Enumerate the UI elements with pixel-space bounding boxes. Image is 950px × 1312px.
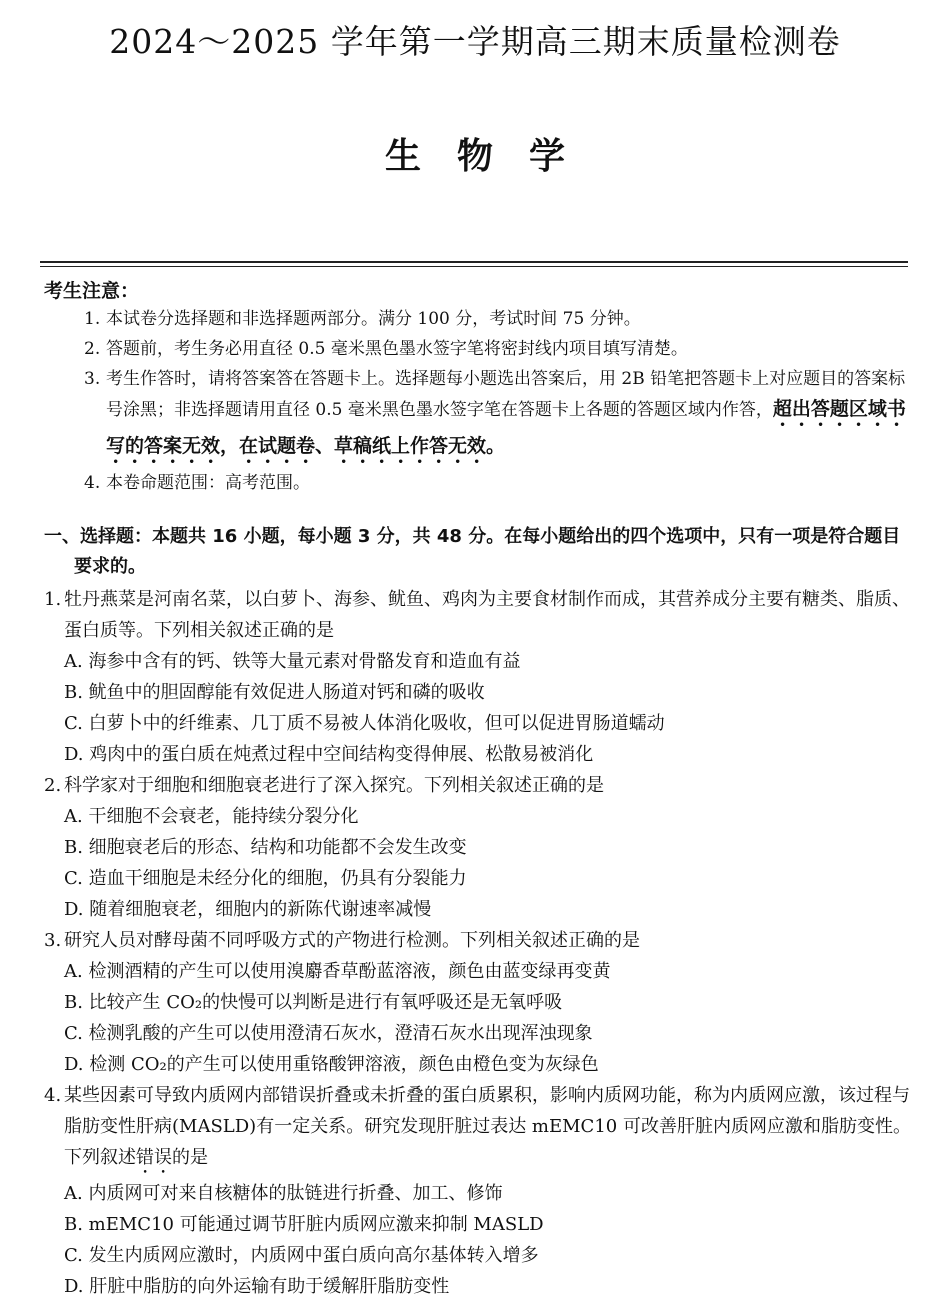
notice-item-number: 3. bbox=[84, 369, 101, 389]
notice-item-text: 考生作答时，请将答案答在答题卡上。选择题每小题选出答案后，用 2B 铅笔把答题卡上对应题目的答案标号涂黑；非选择题请用直径 0.5 毫米黑色墨水签字笔在答题卡上各题的答题区域内作答， bbox=[106, 369, 906, 420]
option-b: B. mEMC10 可能通过调节肝脏内质网应激来抑制 MASLD bbox=[64, 1214, 544, 1235]
notice-item bbox=[84, 364, 912, 468]
header-divider-thick bbox=[40, 261, 908, 263]
notice-item bbox=[84, 468, 912, 498]
option-d: D. 肝脏中脂肪的向外运输有助于缓解肝脂肪变性 bbox=[64, 1276, 450, 1297]
question-number: 1. bbox=[44, 589, 62, 610]
notice-item-text: 本卷命题范围：高考范围。 bbox=[106, 473, 310, 493]
question-stem: 研究人员对酵母菌不同呼吸方式的产物进行检测。下列相关叙述正确的是 bbox=[64, 930, 640, 951]
notice-item-text: 答题前，考生务必用直径 0.5 毫米黑色墨水签字笔将密封线内项目填写清楚。 bbox=[106, 339, 688, 359]
question-number: 3. bbox=[44, 930, 62, 951]
notice-list bbox=[84, 304, 912, 498]
question-3 bbox=[44, 925, 912, 1080]
section-heading: 一、选择题：本题共 16 小题，每小题 3 分，共 48 分。在每小题给出的四个选项中，只有一项是符合题目要求的。 bbox=[44, 526, 901, 577]
option-c: C. 白萝卜中的纤维素、几丁质不易被人体消化吸收，但可以促进胃肠道蠕动 bbox=[64, 713, 665, 734]
option-c: C. 发生内质网应激时，内质网中蛋白质向高尔基体转入增多 bbox=[64, 1245, 539, 1266]
question-list bbox=[44, 584, 912, 1302]
option-d: D. 随着细胞衰老，细胞内的新陈代谢速率减慢 bbox=[64, 899, 432, 920]
notice-item-text: 本试卷分选择题和非选择题两部分。满分 100 分，考试时间 75 分钟。 bbox=[106, 309, 641, 329]
question-stem: 牡丹燕菜是河南名菜，以白萝卜、海参、鱿鱼、鸡肉为主要食材制作而成，其营养成分主要有糖类、脂质、蛋白质等。下列相关叙述正确的是 bbox=[64, 589, 910, 641]
option-b: B. 细胞衰老后的形态、结构和功能都不会发生改变 bbox=[64, 837, 467, 858]
exam-title: 2024～2025 学年第一学期高三期末质量检测卷 bbox=[109, 22, 841, 61]
option-b: B. 比较产生 CO₂的快慢可以判断是进行有氧呼吸还是无氧呼吸 bbox=[64, 992, 563, 1013]
question-stem: 科学家对于细胞和细胞衰老进行了深入探究。下列相关叙述正确的是 bbox=[64, 775, 604, 796]
question-stem: 某些因素可导致内质网内部错误折叠或未折叠的蛋白质累积，影响内质网功能，称为内质网应激，该过程与脂肪变性肝病(MASLD)有一定关系。研究发现肝脏过表达 mEMC10 可改善肝脏内质网应激和脂肪变性。下列叙述 bbox=[64, 1085, 911, 1168]
option-a: A. 海参中含有的钙、铁等大量元素对骨骼发育和造血有益 bbox=[64, 651, 521, 672]
question-2 bbox=[44, 770, 912, 925]
option-a: A. 检测酒精的产生可以使用溴麝香草酚蓝溶液，颜色由蓝变绿再变黄 bbox=[64, 961, 611, 982]
notice-item-number: 2. bbox=[84, 339, 101, 359]
option-d: D. 检测 CO₂的产生可以使用重铬酸钾溶液，颜色由橙色变为灰绿色 bbox=[64, 1054, 599, 1075]
option-b: B. 鱿鱼中的胆固醇能有效促进人肠道对钙和磷的吸收 bbox=[64, 682, 485, 703]
question-4 bbox=[44, 1080, 912, 1302]
notice-item bbox=[84, 334, 912, 364]
notice-item-number: 1. bbox=[84, 309, 101, 329]
subject-title: 生物学 bbox=[384, 136, 601, 177]
question-1 bbox=[44, 584, 912, 770]
option-d: D. 鸡肉中的蛋白质在炖煮过程中空间结构变得伸展、松散易被消化 bbox=[64, 744, 594, 765]
notice-title: 考生注意： bbox=[44, 280, 140, 302]
question-number: 2. bbox=[44, 775, 62, 796]
notice-emphasis: 超出答题区域书写的答案无效，在试题卷、草稿纸上作答无效。 bbox=[106, 398, 906, 457]
header-divider-thin bbox=[40, 266, 908, 267]
question-number: 4. bbox=[44, 1085, 62, 1106]
option-a: A. 内质网可对来自核糖体的肽链进行折叠、加工、修饰 bbox=[64, 1183, 503, 1204]
notice-item bbox=[84, 304, 912, 334]
question-stem-emphasis: 错误 bbox=[136, 1147, 172, 1168]
option-c: C. 造血干细胞是未经分化的细胞，仍具有分裂能力 bbox=[64, 868, 467, 889]
option-a: A. 干细胞不会衰老，能持续分裂分化 bbox=[64, 806, 359, 827]
notice-item-number: 4. bbox=[84, 473, 101, 493]
question-stem-end: 的是 bbox=[172, 1147, 208, 1168]
option-c: C. 检测乳酸的产生可以使用澄清石灰水，澄清石灰水出现浑浊现象 bbox=[64, 1023, 593, 1044]
